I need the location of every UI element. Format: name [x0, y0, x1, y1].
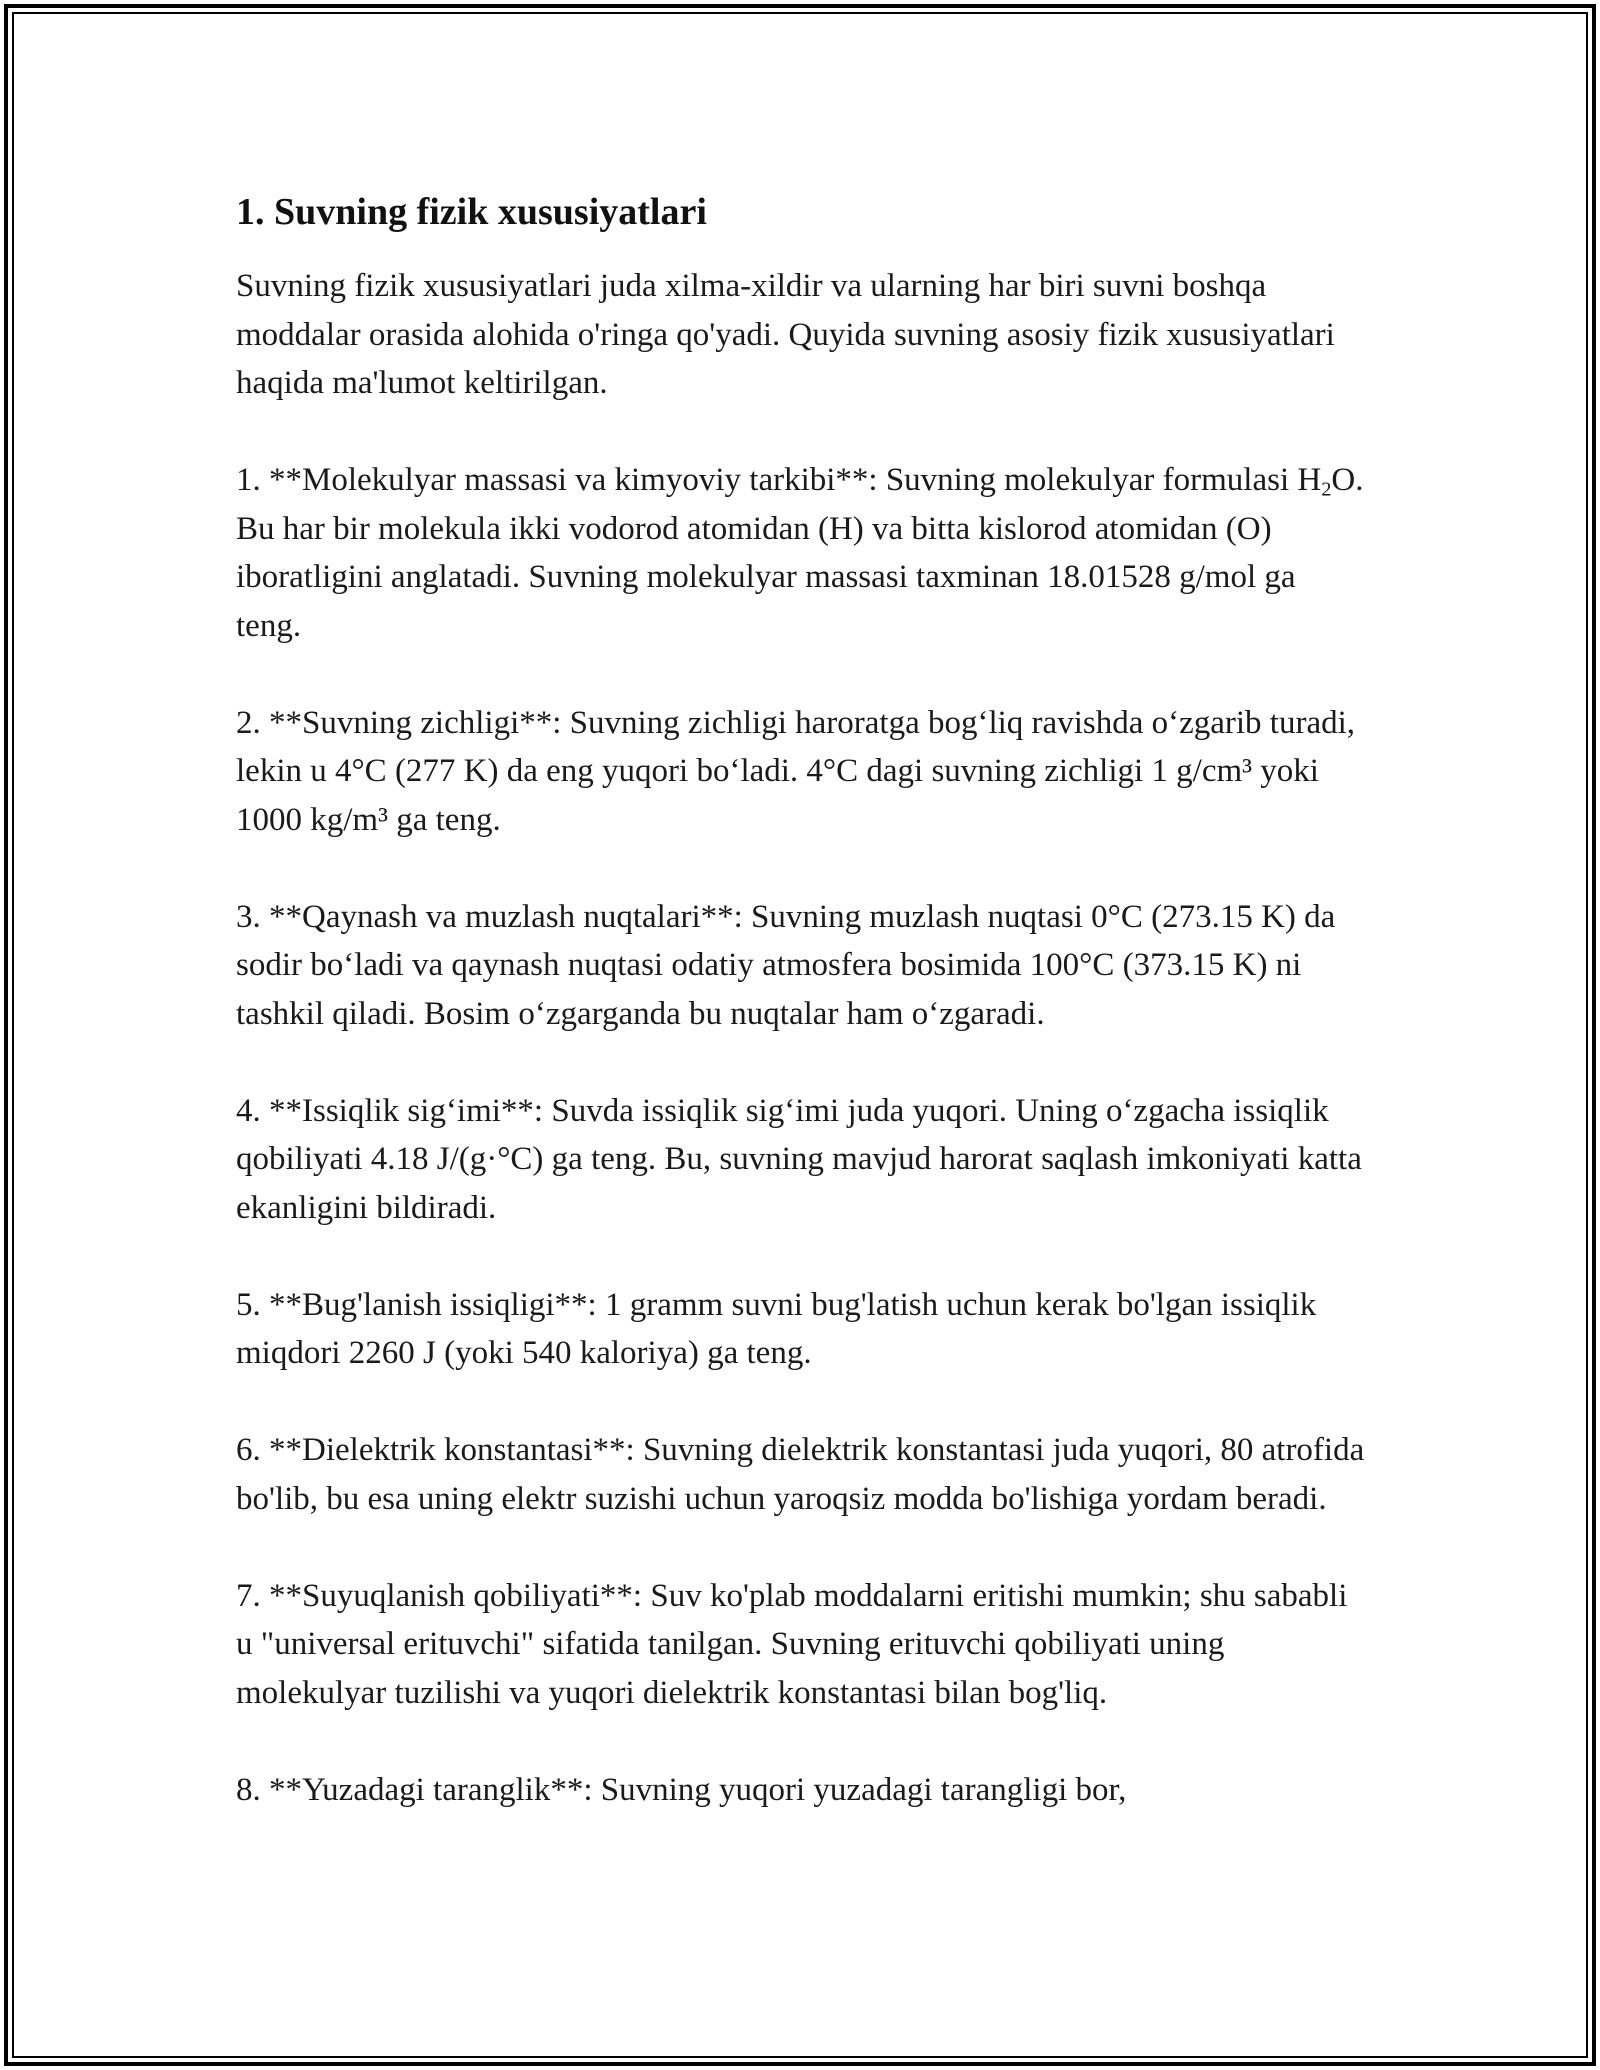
- item-text-before-formula: 1. **Molekulyar massasi va kimyoviy tarkibi**: Suvning molekulyar formulasi H: [236, 462, 1322, 498]
- item-density: 2. **Suvning zichligi**: Suvning zichligi haroratga bog‘liq ravishda o‘zgarib turadi, lekin u 4°C (277 K) da eng yuqori bo‘ladi. 4°C dagi suvning zichligi 1 g/cm³ yoki 1000 kg/m³ ga teng.: [236, 704, 1364, 838]
- item-solvent-ability: 7. **Suyuqlanish qobiliyati**: Suv ko'plab moddalarni eritishi mumkin; shu sababli u "universal erituvchi" sifatida tanilgan. Suvning erituvchi qobiliyati uning molekulyar tuzilishi va yuqori dielektrik konstantasi bilan bog'liq.: [236, 1577, 1356, 1711]
- item-heat-capacity: 4. **Issiqlik sig‘imi**: Suvda issiqlik sig‘imi juda yuqori. Uning o‘zgacha issiqlik qobiliyati 4.18 J/(g·°C) ga teng. Bu, suvning mavjud harorat saqlash imkoniyati katta ekanligini bildiradi.: [236, 1092, 1371, 1226]
- item-surface-tension: 8. **Yuzadagi taranglik**: Suvning yuqori yuzadagi tarangligi bor,: [236, 1771, 1127, 1808]
- item-vaporization-heat: 5. **Bug'lanish issiqligi**: 1 gramm suvni bug'latish uchun kerak bo'lgan issiqlik miqdori 2260 J (yoki 540 kaloriya) ga teng.: [236, 1286, 1325, 1371]
- intro-paragraph: Suvning fizik xususiyatlari juda xilma-xildir va ularning har biri suvni boshqa moddalar orasida alohida o'ringa qo'yadi. Quyida suvning asosiy fizik xususiyatlari haqida ma'lumot keltirilgan.: [236, 268, 1344, 401]
- section-heading: 1. Suvning fizik xususiyatlari: [236, 191, 707, 233]
- item-molecular-mass: [236, 456, 1372, 650]
- formula-subscript: 2: [1321, 478, 1332, 501]
- item-dielectric-constant: 6. **Dielektrik konstantasi**: Suvning dielektrik konstantasi juda yuqori, 80 atrofida bo'lib, bu esa uning elektr suzishi uchun yaroqsiz modda bo'lishiga yordam beradi.: [236, 1432, 1373, 1517]
- item-boiling-freezing-points: 3. **Qaynash va muzlash nuqtalari**: Suvning muzlash nuqtasi 0°C (273.15 K) da sodir bo‘ladi va qaynash nuqtasi odatiy atmosfera bosimida 100°C (373.15 K) ni tashkil qiladi. Bosim o‘zgarganda bu nuqtalar ham o‘zgaradi.: [236, 898, 1344, 1032]
- item-text-after-formula: O. Bu har bir molekula ikki vodorod atomidan (H) va bitta kislorod atomidan (O) iboratligini anglatadi. Suvning molekulyar massasi taxminan 18.01528 g/mol ga teng.: [236, 462, 1372, 644]
- document-body: [236, 188, 1373, 1814]
